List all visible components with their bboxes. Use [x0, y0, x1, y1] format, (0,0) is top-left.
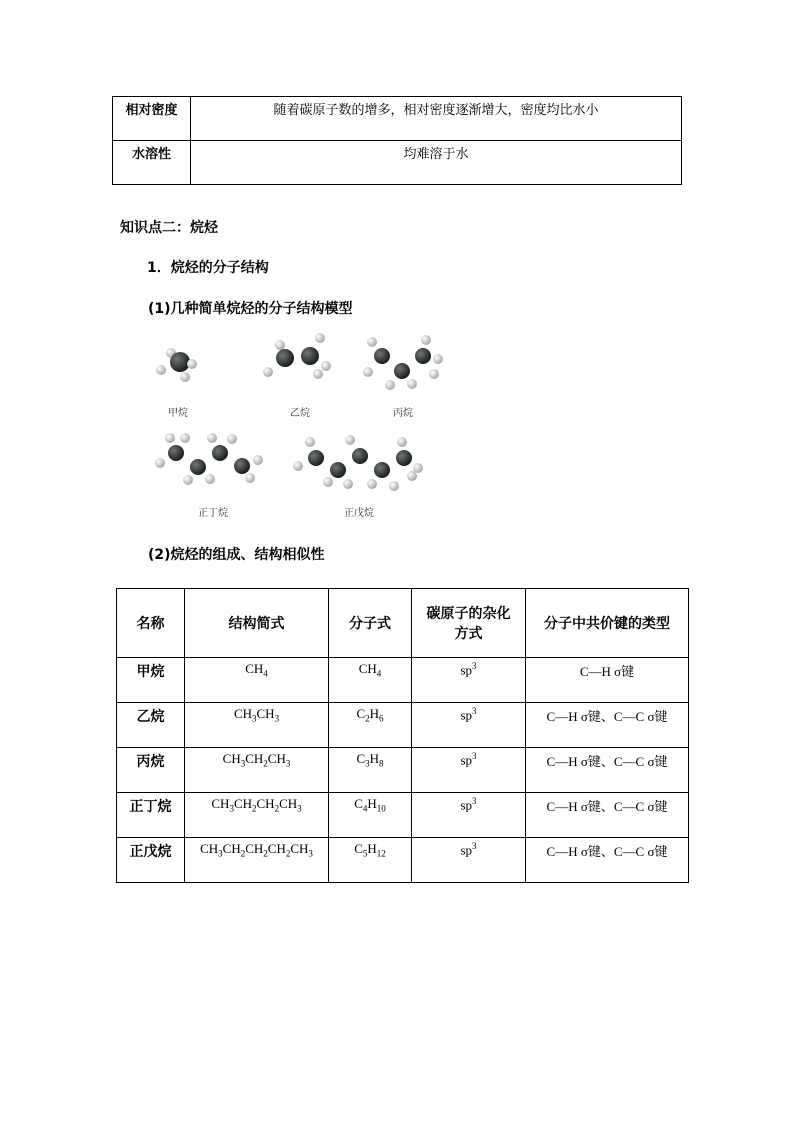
- structural-formula: $CH_3CH_2CH_2CH_2CH_3$: [185, 838, 329, 883]
- pentane-model: [290, 432, 430, 494]
- bond-type: C—H σ键、C—C σ键: [526, 748, 689, 793]
- bond-type: C—H σ键、C—C σ键: [526, 793, 689, 838]
- molecular-formula: $C_2H_6$: [329, 703, 412, 748]
- structural-formula: $CH_4$: [185, 658, 329, 703]
- knowledge-heading: 知识点二：烷烃: [120, 220, 218, 236]
- molecule-label: 正戊烷: [344, 508, 374, 519]
- alkane-name: 丙烷: [117, 748, 185, 793]
- properties-table: [112, 96, 682, 185]
- alkane-name: 甲烷: [117, 658, 185, 703]
- bond-type: C—H σ键: [526, 658, 689, 703]
- header-cell: 分子中共价键的类型: [526, 589, 689, 658]
- butane-model: [152, 430, 267, 492]
- table-row: [113, 97, 682, 141]
- header-line: 碳原子的杂化: [426, 606, 511, 622]
- header-cell: 结构简式: [185, 589, 329, 658]
- molecule-label: 乙烷: [290, 408, 310, 419]
- structural-formula: $CH_3CH_3$: [185, 703, 329, 748]
- table-row: [117, 703, 689, 748]
- ethane-model: [258, 330, 338, 385]
- header-cell: 名称: [117, 589, 185, 658]
- structural-formula: $CH_3CH_2CH_3$: [185, 748, 329, 793]
- table-row: [117, 793, 689, 838]
- property-value: 均难溶于水: [191, 141, 682, 185]
- hybridization: $sp^3$: [412, 793, 526, 838]
- molecule-label: 丙烷: [393, 408, 413, 419]
- molecular-formula: $C_5H_{12}$: [329, 838, 412, 883]
- header-line: 方式: [454, 626, 483, 642]
- table-row: [117, 658, 689, 703]
- table-row: [113, 141, 682, 185]
- table-header-row: [117, 589, 689, 658]
- bond-type: C—H σ键、C—C σ键: [526, 703, 689, 748]
- methane-model: [150, 335, 210, 395]
- subsection-heading: (1)几种简单烷烃的分子结构模型: [148, 301, 353, 317]
- header-cell: 分子式: [329, 589, 412, 658]
- alkane-name: 正丁烷: [117, 793, 185, 838]
- structural-formula: $CH_3CH_2CH_2CH_3$: [185, 793, 329, 838]
- property-value: 随着碳原子数的增多，相对密度逐渐增大，密度均比水小: [191, 97, 682, 141]
- hybridization: $sp^3$: [412, 748, 526, 793]
- section-heading: 1．烷烃的分子结构: [147, 260, 269, 276]
- table-row: [117, 838, 689, 883]
- alkane-name: 正戊烷: [117, 838, 185, 883]
- property-label: 相对密度: [113, 97, 191, 141]
- hybridization: $sp^3$: [412, 703, 526, 748]
- propane-model: [360, 332, 445, 394]
- molecule-label: 正丁烷: [198, 508, 228, 519]
- molecule-label: 甲烷: [168, 408, 188, 419]
- property-label: 水溶性: [113, 141, 191, 185]
- molecular-formula: $C_3H_8$: [329, 748, 412, 793]
- table-row: [117, 748, 689, 793]
- bond-type: C—H σ键、C—C σ键: [526, 838, 689, 883]
- alkane-name: 乙烷: [117, 703, 185, 748]
- molecular-formula: $C_4H_{10}$: [329, 793, 412, 838]
- alkane-table: [116, 588, 689, 883]
- header-cell: [412, 589, 526, 658]
- molecular-formula: $CH_4$: [329, 658, 412, 703]
- hybridization: $sp^3$: [412, 658, 526, 703]
- subsection-heading: (2)烷烃的组成、结构相似性: [148, 547, 325, 563]
- hybridization: $sp^3$: [412, 838, 526, 883]
